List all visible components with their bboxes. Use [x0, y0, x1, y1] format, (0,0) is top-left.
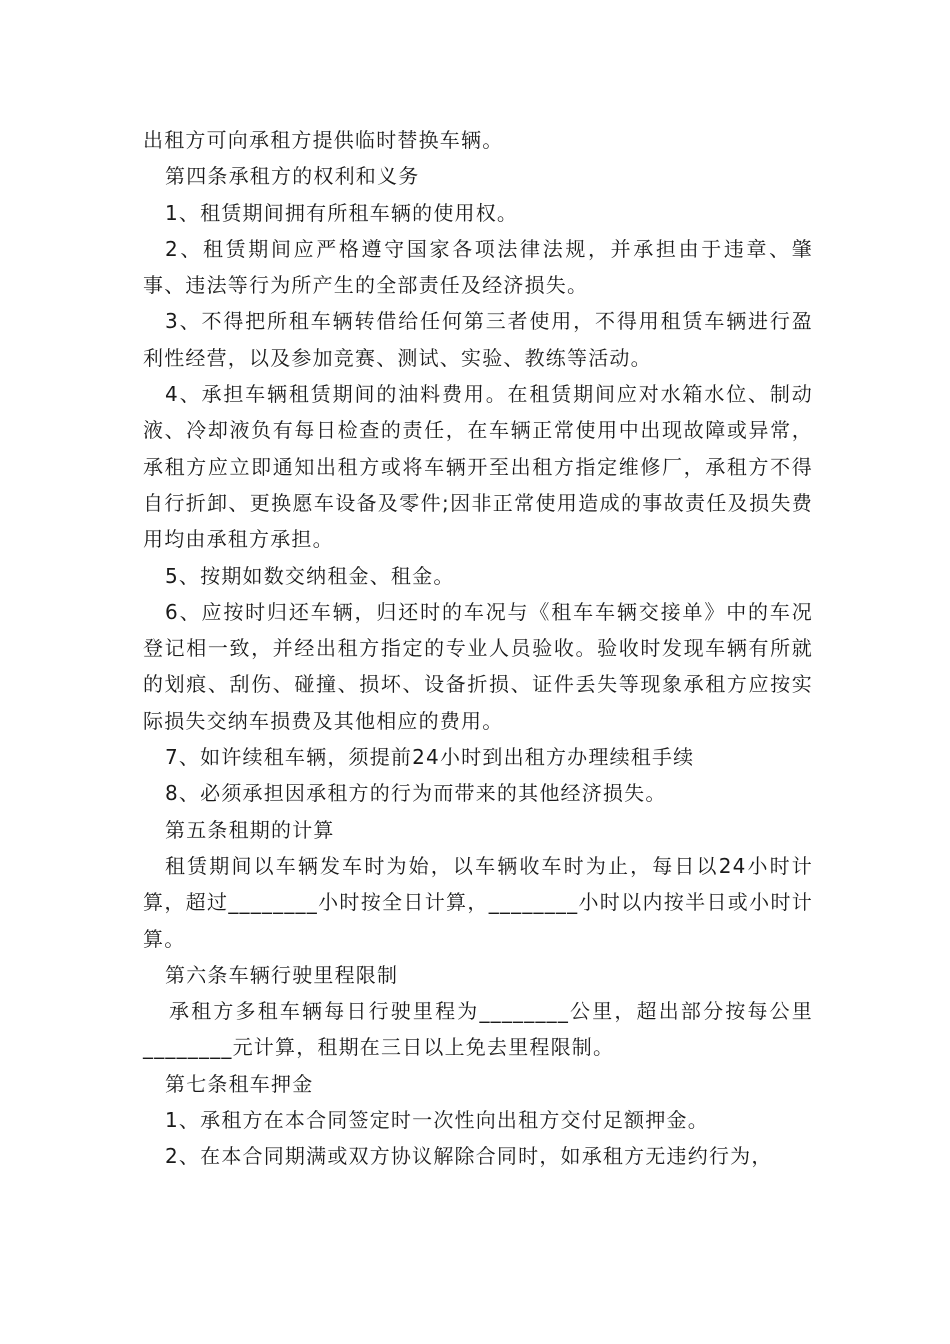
section-heading-article-4: 第四条承租方的权利和义务 — [165, 164, 420, 189]
clause-7-2: 2、在本合同期满或双方协议解除合同时，如承租方无违约行为， — [165, 1144, 773, 1169]
section-heading-article-6: 第六条车辆行驶里程限制 — [165, 962, 399, 987]
article-5-body: 租赁期间以车辆发车时为始，以车辆收车时为止，每日以24小时计算，超过________小时按全日计算，________小时以内按半日或小时计算。 — [143, 853, 813, 951]
clause-7-1: 1、承租方在本合同签定时一次性向出租方交付足额押金。 — [165, 1108, 709, 1133]
clause-4-8: 8、必须承担因承租方的行为而带来的其他经济损失。 — [165, 781, 667, 806]
document-body — [143, 122, 813, 1175]
clause-4-7: 7、如许续租车辆，须提前24小时到出租方办理续租手续 — [165, 745, 695, 770]
clause-4-1: 1、租赁期间拥有所租车辆的使用权。 — [165, 200, 519, 225]
clause-4-3: 3、不得把所租车辆转借给任何第三者使用，不得用租赁车辆进行盈利性经营，以及参加竞赛、测试、实验、教练等活动。 — [143, 309, 813, 370]
clause-4-6: 6、应按时归还车辆，归还时的车况与《租车车辆交接单》中的车况登记相一致，并经出租方指定的专业人员验收。验收时发现车辆有所就的划痕、刮伤、碰撞、损坏、设备折损、证件丢失等现象承租方应按实际损失交纳车损费及其他相应的费用。 — [143, 599, 813, 733]
clause-4-4: 4、承担车辆租赁期间的油料费用。在租赁期间应对水箱水位、制动液、冷却液负有每日检查的责任，在车辆正常使用中出现故障或异常，承租方应立即通知出租方或将车辆开至出租方指定维修厂，承租方不得自行折卸、更换愿车设备及零件;因非正常使用造成的事故责任及损失费用均由承租方承担。 — [143, 382, 813, 552]
section-heading-article-7: 第七条租车押金 — [165, 1071, 314, 1096]
section-heading-article-5: 第五条租期的计算 — [165, 817, 335, 842]
article-6-body: 承租方多租车辆每日行驶里程为________公里，超出部分按每公里________元计算，租期在三日以上免去里程限制。 — [143, 999, 813, 1060]
clause-4-2: 2、租赁期间应严格遵守国家各项法律法规，并承担由于违章、肇事、违法等行为所产生的全部责任及经济损失。 — [143, 236, 813, 298]
paragraph-continuation: 出租方可向承租方提供临时替换车辆。 — [143, 128, 504, 152]
clause-4-5: 5、按期如数交纳租金、租金。 — [165, 563, 455, 588]
